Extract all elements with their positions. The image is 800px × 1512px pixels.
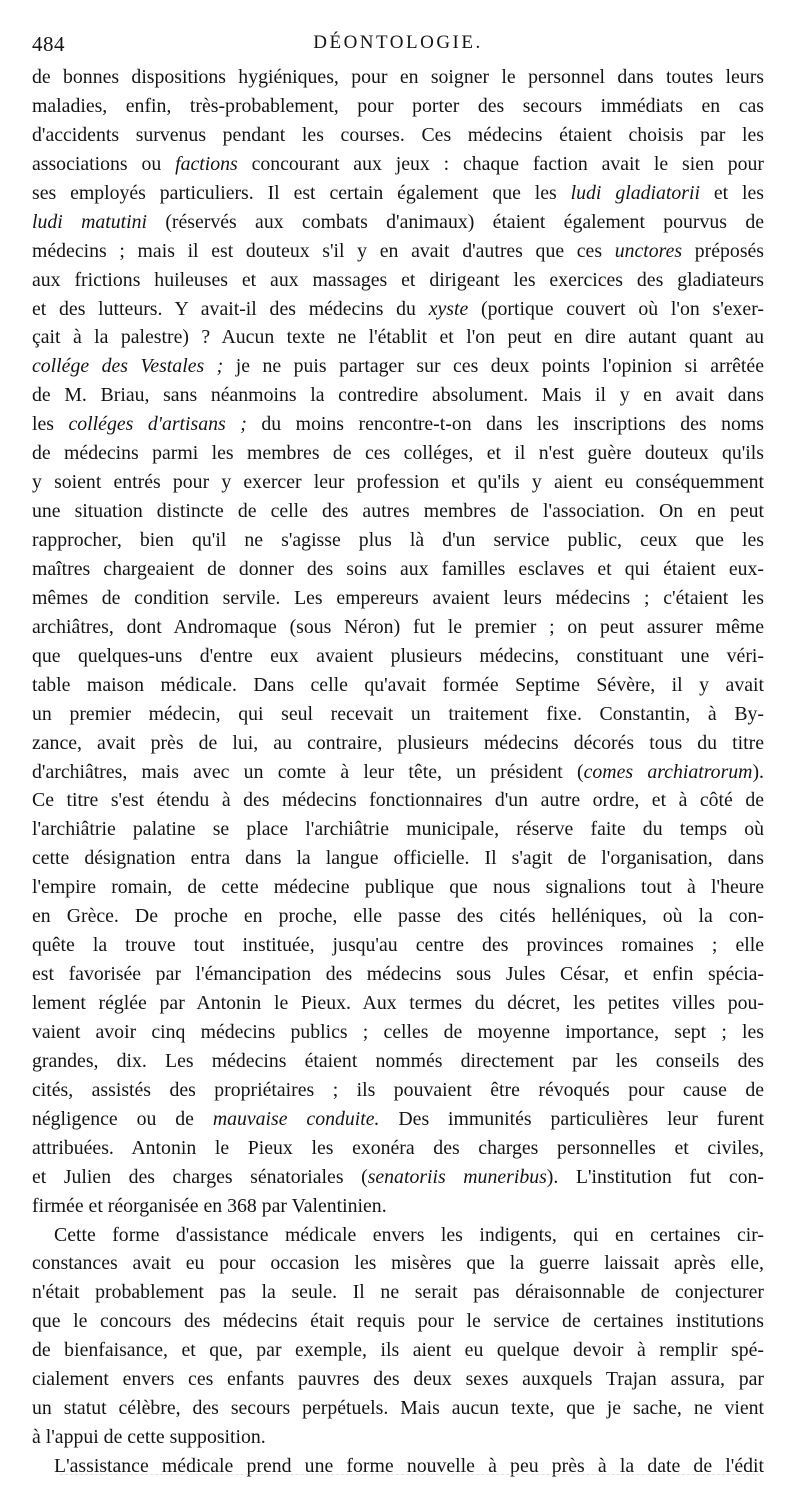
text-line [32, 902, 764, 931]
text-segment: ). [752, 760, 764, 783]
text-line [32, 295, 764, 324]
text-segment: d'archiâtres, mais avec un comte à leur tête, un président ( [32, 760, 584, 783]
text-segment: maîtres chargeaient de donner des soins aux familles esclaves et qui étaient eux- [32, 557, 764, 580]
text-line [32, 642, 764, 671]
text-segment: à l'appui de cette supposition. [32, 1426, 266, 1449]
text-line [32, 237, 764, 266]
text-segment: (réservés aux combats d'animaux) étaient également pourvus de [147, 210, 764, 233]
text-line [32, 92, 764, 121]
text-segment: aux frictions huileuses et aux massages et dirigeant les exercices des gladiateurs [32, 268, 764, 291]
text-segment: les [32, 413, 69, 436]
text-segment: associations ou [32, 152, 176, 175]
text-line [32, 613, 764, 642]
text-line [32, 121, 764, 150]
text-line [32, 410, 764, 439]
italic-text: senatoriis muneribus [367, 1165, 547, 1188]
text-line [32, 1423, 764, 1452]
text-segment: table maison médicale. Dans celle qu'avait formée Septime Sévère, il y avait [32, 673, 764, 696]
text-line [32, 439, 764, 468]
italic-text: comes archiatrorum [583, 760, 753, 783]
running-title: DÉONTOLOGIE. [313, 32, 483, 53]
text-segment: (portique couvert où l'on s'exer- [468, 297, 764, 320]
text-segment: de bonnes dispositions hygiéniques, pour en soigner le personnel dans toutes leurs [32, 66, 764, 88]
text-line [32, 1192, 764, 1221]
text-line [32, 1047, 764, 1076]
text-line [32, 381, 764, 410]
text-segment: zance, avait près de lui, au contraire, plusieurs médecins décorés tous du titre [32, 731, 764, 754]
bottom-bleed-through [60, 1474, 760, 1477]
text-line [32, 497, 764, 526]
text-segment: grandes, dix. Les médecins étaient nommés directement par les conseils des [32, 1049, 764, 1072]
text-segment: de M. Briau, sans néanmoins la contredire absolument. Mais il y en avait dans [32, 384, 764, 407]
text-segment: y soient entrés pour y exercer leur profession et qu'ils y aient eu conséquemment [32, 471, 764, 494]
text-line [32, 266, 764, 295]
text-line [32, 700, 764, 729]
text-segment: concourant aux jeux : chaque faction avait le sien pour [237, 152, 764, 175]
text-line [32, 1163, 764, 1192]
page-number: 484 [32, 32, 65, 56]
text-line [32, 352, 764, 381]
text-segment: de médecins parmi les membres de ces colléges, et il n'est guère douteux qu'ils [32, 442, 764, 465]
text-line [32, 555, 764, 584]
text-segment: et des lutteurs. Y avait-il des médecins du [32, 297, 429, 320]
text-line [32, 468, 764, 497]
text-segment: préposés [682, 239, 764, 262]
text-line [32, 1394, 764, 1423]
text-segment: un premier médecin, qui seul recevait un traitement fixe. Constantin, à By- [32, 702, 764, 725]
text-line [32, 323, 764, 352]
text-line [32, 960, 764, 989]
text-line [32, 1249, 764, 1278]
italic-text: factions [175, 152, 238, 175]
text-line [32, 989, 764, 1018]
text-segment: ses employés particuliers. Il est certain également que les [32, 181, 571, 204]
text-segment: de bienfaisance, et que, par exemple, ils aient eu quelque devoir à remplir spé- [32, 1339, 764, 1362]
text-segment: rapprocher, bien qu'il ne s'agisse plus là d'un service public, ceux que les [32, 529, 764, 551]
text-segment: que le concours des médecins était requis pour le service de certaines institutions [32, 1310, 764, 1333]
text-segment: un statut célèbre, des secours perpétuels. Mais aucun texte, que je sache, ne vient [32, 1397, 764, 1420]
text-line [32, 844, 764, 873]
text-segment: est favorisée par l'émancipation des médecins sous Jules César, et enfin spécia- [32, 963, 764, 986]
text-segment: Ce titre s'est étendu à des médecins fonctionnaires d'un autre ordre, et à côté de [32, 789, 764, 812]
text-segment: cette désignation entra dans la langue officielle. Il s'agit de l'organisation, dans [32, 847, 764, 870]
text-segment: Cette forme d'assistance médicale envers les indigents, qui en certaines cir- [54, 1223, 764, 1246]
italic-text: ludi gladiatorii [570, 181, 700, 204]
text-segment: que quelques-uns d'entre eux avaient plusieurs médecins, constituant une véri- [32, 644, 764, 667]
text-segment: Des immunités particulières leur furent [379, 1107, 764, 1130]
text-line [32, 1076, 764, 1105]
text-line [32, 729, 764, 758]
text-line [32, 786, 764, 815]
text-segment: d'accidents survenus pendant les courses. Ces médecins étaient choisis par les [32, 123, 764, 146]
text-line [32, 1336, 764, 1365]
text-line [32, 208, 764, 237]
italic-text: ludi matutini [32, 210, 148, 233]
text-line [32, 1365, 764, 1394]
text-segment: cités, assistés des propriétaires ; ils pouvaient être révoqués pour cause de [32, 1078, 764, 1101]
text-line [32, 1307, 764, 1336]
text-line [32, 1278, 764, 1307]
italic-text: unctores [614, 239, 683, 262]
text-segment: en Grèce. De proche en proche, elle passe des cités helléniques, où la con- [32, 905, 764, 928]
text-segment: du moins rencontre-t-on dans les inscriptions des noms [246, 413, 764, 436]
text-line [32, 873, 764, 902]
page-header [32, 28, 764, 62]
text-segment: vaient avoir cinq médecins publics ; celles de moyenne importance, sept ; les [32, 1020, 764, 1043]
text-line [32, 63, 764, 92]
italic-text: xyste [428, 297, 469, 320]
text-line [32, 1105, 764, 1134]
text-segment: çait à la palestre) ? Aucun texte ne l'établit et l'on peut en dire autant quant au [32, 326, 764, 349]
text-segment: et Julien des charges sénatoriales ( [32, 1165, 368, 1188]
text-segment: maladies, enfin, très-probablement, pour porter des secours immédiats en cas [32, 94, 764, 117]
body-text [32, 63, 764, 1481]
text-line [32, 526, 764, 555]
text-segment: attribuées. Antonin le Pieux les exonéra des charges personnelles et civiles, [32, 1136, 764, 1159]
text-segment: quête la trouve tout instituée, jusqu'au centre des provinces romaines ; elle [32, 934, 764, 957]
text-segment: ). L'institution fut con- [546, 1165, 764, 1188]
italic-text: collége des Vestales ; [32, 355, 224, 378]
text-line [32, 150, 764, 179]
text-segment: firmée et réorganisée en 368 par Valentinien. [32, 1194, 387, 1217]
text-segment: je ne puis partager sur ces deux points l'opinion si arrêtée [223, 355, 764, 378]
text-segment: l'archiâtrie palatine se place l'archiâtrie municipale, réserve faite du temps où [32, 818, 764, 841]
text-line [32, 1018, 764, 1047]
text-line [32, 1134, 764, 1163]
text-segment: L'assistance médicale prend une forme nouvelle à peu près à la date de l'édit [54, 1455, 764, 1477]
italic-text: colléges d'artisans ; [68, 413, 247, 436]
text-segment: constances avait eu pour occasion les misères que la guerre laissait après elle, [32, 1252, 764, 1275]
text-segment: archiâtres, dont Andromaque (sous Néron) fut le premier ; on peut assurer même [32, 615, 764, 638]
text-segment: lement réglée par Antonin le Pieux. Aux termes du décret, les petites villes pou- [32, 992, 764, 1014]
text-segment: et les [699, 181, 765, 204]
text-line [32, 584, 764, 613]
text-line [32, 179, 764, 208]
text-segment: cialement envers ces enfants pauvres des deux sexes auxquels Trajan assura, par [32, 1368, 764, 1391]
text-line [32, 1221, 764, 1250]
text-segment: une situation distincte de celle des autres membres de l'association. On en peut [32, 500, 764, 523]
text-segment: n'était probablement pas la seule. Il ne serait pas déraisonnable de conjecturer [32, 1281, 764, 1304]
text-line [32, 815, 764, 844]
text-line [32, 931, 764, 960]
italic-text: mauvaise conduite. [212, 1107, 380, 1130]
text-segment: mêmes de condition servile. Les empereurs avaient leurs médecins ; c'étaient les [32, 586, 764, 609]
text-line [32, 758, 764, 787]
text-segment: l'empire romain, de cette médecine publique que nous signalions tout à l'heure [32, 876, 764, 899]
text-segment: négligence ou de [32, 1107, 213, 1130]
text-line [32, 671, 764, 700]
text-segment: médecins ; mais il est douteux s'il y en avait d'autres que ces [32, 239, 615, 262]
